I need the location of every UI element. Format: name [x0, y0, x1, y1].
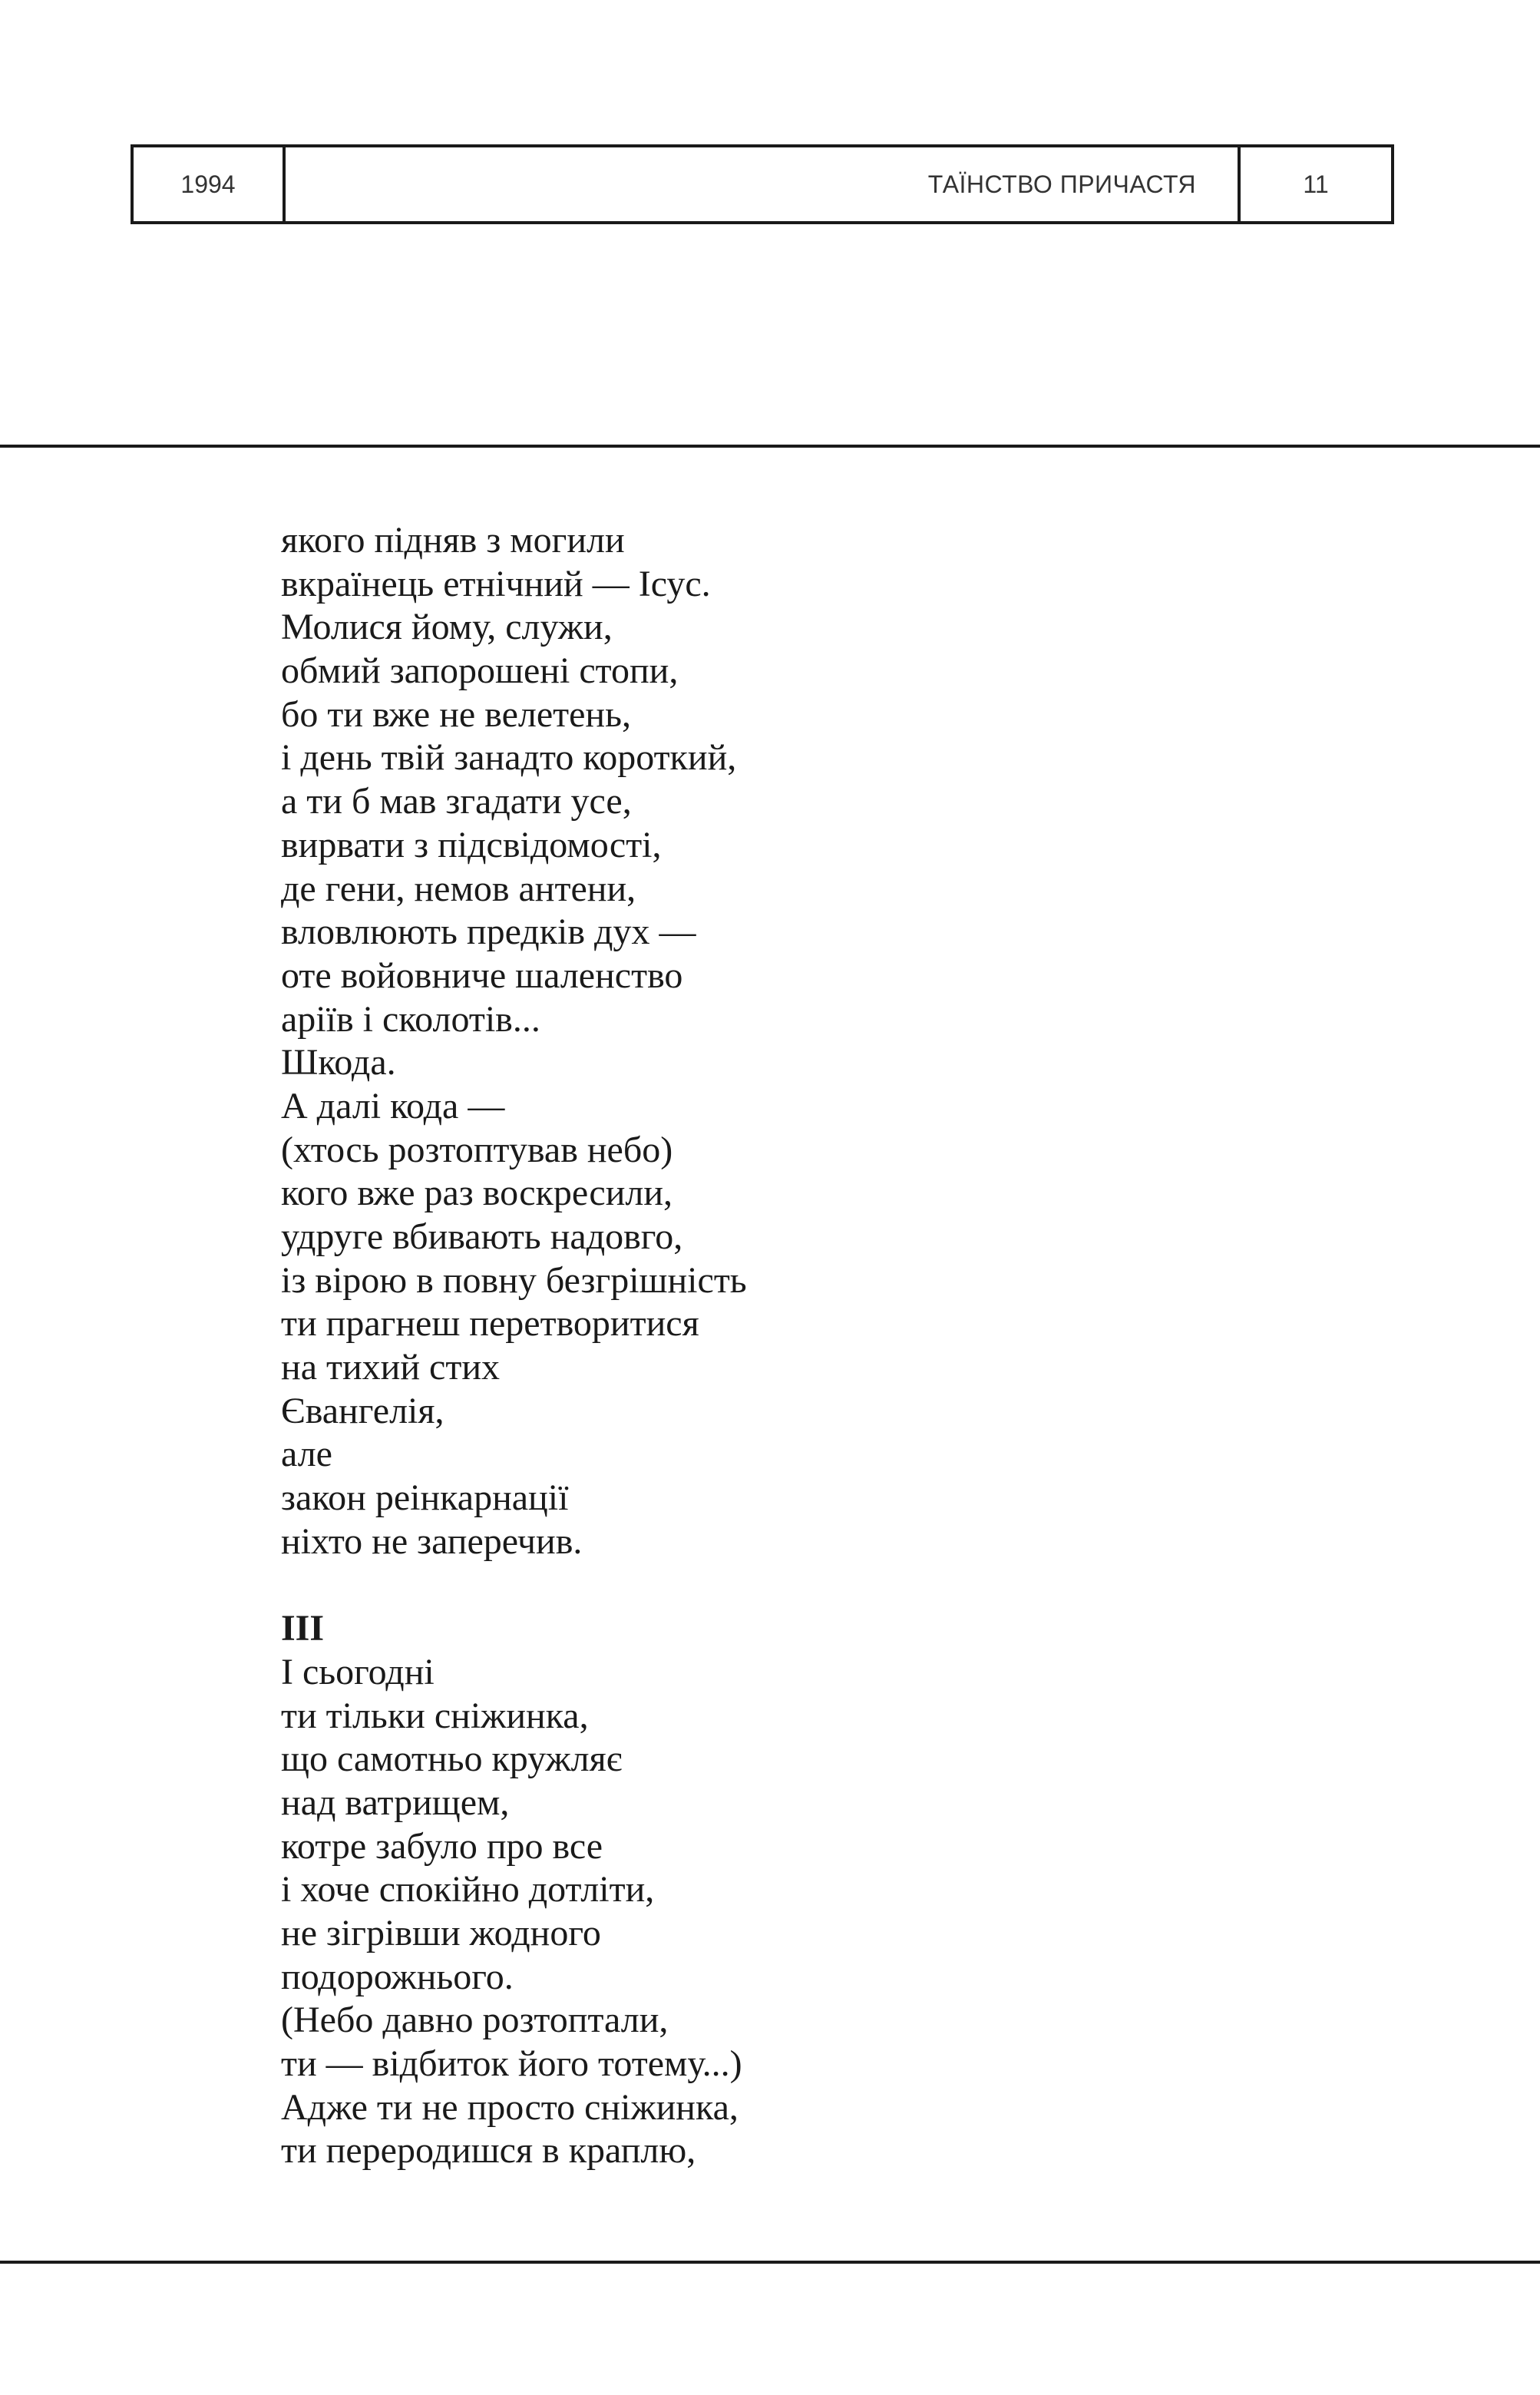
poem-line: обмий запорошені стопи, [281, 650, 679, 692]
top-divider [0, 445, 1540, 448]
poem-body [281, 519, 1279, 2173]
poem-line: котре забуло про все [281, 1825, 603, 1867]
poem-line: і хоче спокійно дотліти, [281, 1869, 655, 1910]
poem-line: що самотньо кружляє [281, 1738, 623, 1780]
poem-line: на тихий стих [281, 1347, 500, 1388]
poem-line: кого вже раз воскресили, [281, 1173, 673, 1214]
poem-line: ти тільки сніжинка, [281, 1695, 589, 1736]
poem-line: вирвати з підсвідомості, [281, 824, 662, 865]
poem-line: Євангелія, [281, 1390, 444, 1431]
poem-line: (хтось розтоптував небо) [281, 1129, 673, 1170]
poem-line: А далі кода — [281, 1085, 505, 1126]
poem-line: не зігрівши жодного [281, 1913, 601, 1953]
poem-line: ніхто не заперечив. [281, 1520, 583, 1562]
poem-line: Шкода. [281, 1042, 396, 1083]
poem-line: подорожнього. [281, 1956, 514, 1997]
poem-line: із вірою в повну безгрішність [281, 1259, 747, 1301]
poem-line: оте войовниче шаленство [281, 954, 683, 996]
poem-line: Молися йому, служи, [281, 607, 613, 648]
stanza-break [281, 1564, 1279, 1608]
poem-line: бо ти вже не велетень, [281, 693, 631, 735]
poem-line: і день твій занадто короткий, [281, 737, 737, 779]
poem-line: Адже ти не просто сніжинка, [281, 2086, 739, 2128]
section-heading: ІІІ [281, 1608, 325, 1649]
header-year: 1994 [134, 147, 286, 221]
poem-line: а ти б мав згадати усе, [281, 781, 632, 822]
poem-line: аріїв і сколотів... [281, 998, 540, 1040]
running-header [131, 144, 1394, 224]
bottom-divider [0, 2261, 1540, 2264]
header-page-number: 11 [1303, 170, 1329, 198]
poem-line: удруге вбивають надовго, [281, 1216, 683, 1257]
poem-line: ти прагнеш перетворитися [281, 1303, 699, 1345]
poem-line: вкраїнець етнічний — Ісус. [281, 563, 711, 604]
poem-line: І сьогодні [281, 1651, 435, 1692]
poem-line: ти — відбиток його тотему...) [281, 2043, 742, 2085]
header-book-title: ТАЇНСТВО ПРИЧАСТЯ [286, 147, 1241, 221]
poem-line: закон реінкарнації [281, 1477, 569, 1519]
poem-line: вловлюють предків дух — [281, 911, 696, 953]
poem-line: але [281, 1434, 332, 1475]
poem-line: якого підняв з могили [281, 520, 625, 561]
poem-line: над ватрищем, [281, 1781, 510, 1823]
poem-line: ти переродишся в краплю, [281, 2130, 696, 2172]
poem-line: де гени, немов антени, [281, 868, 636, 909]
poem-line: (Небо давно розтоптали, [281, 2000, 669, 2041]
